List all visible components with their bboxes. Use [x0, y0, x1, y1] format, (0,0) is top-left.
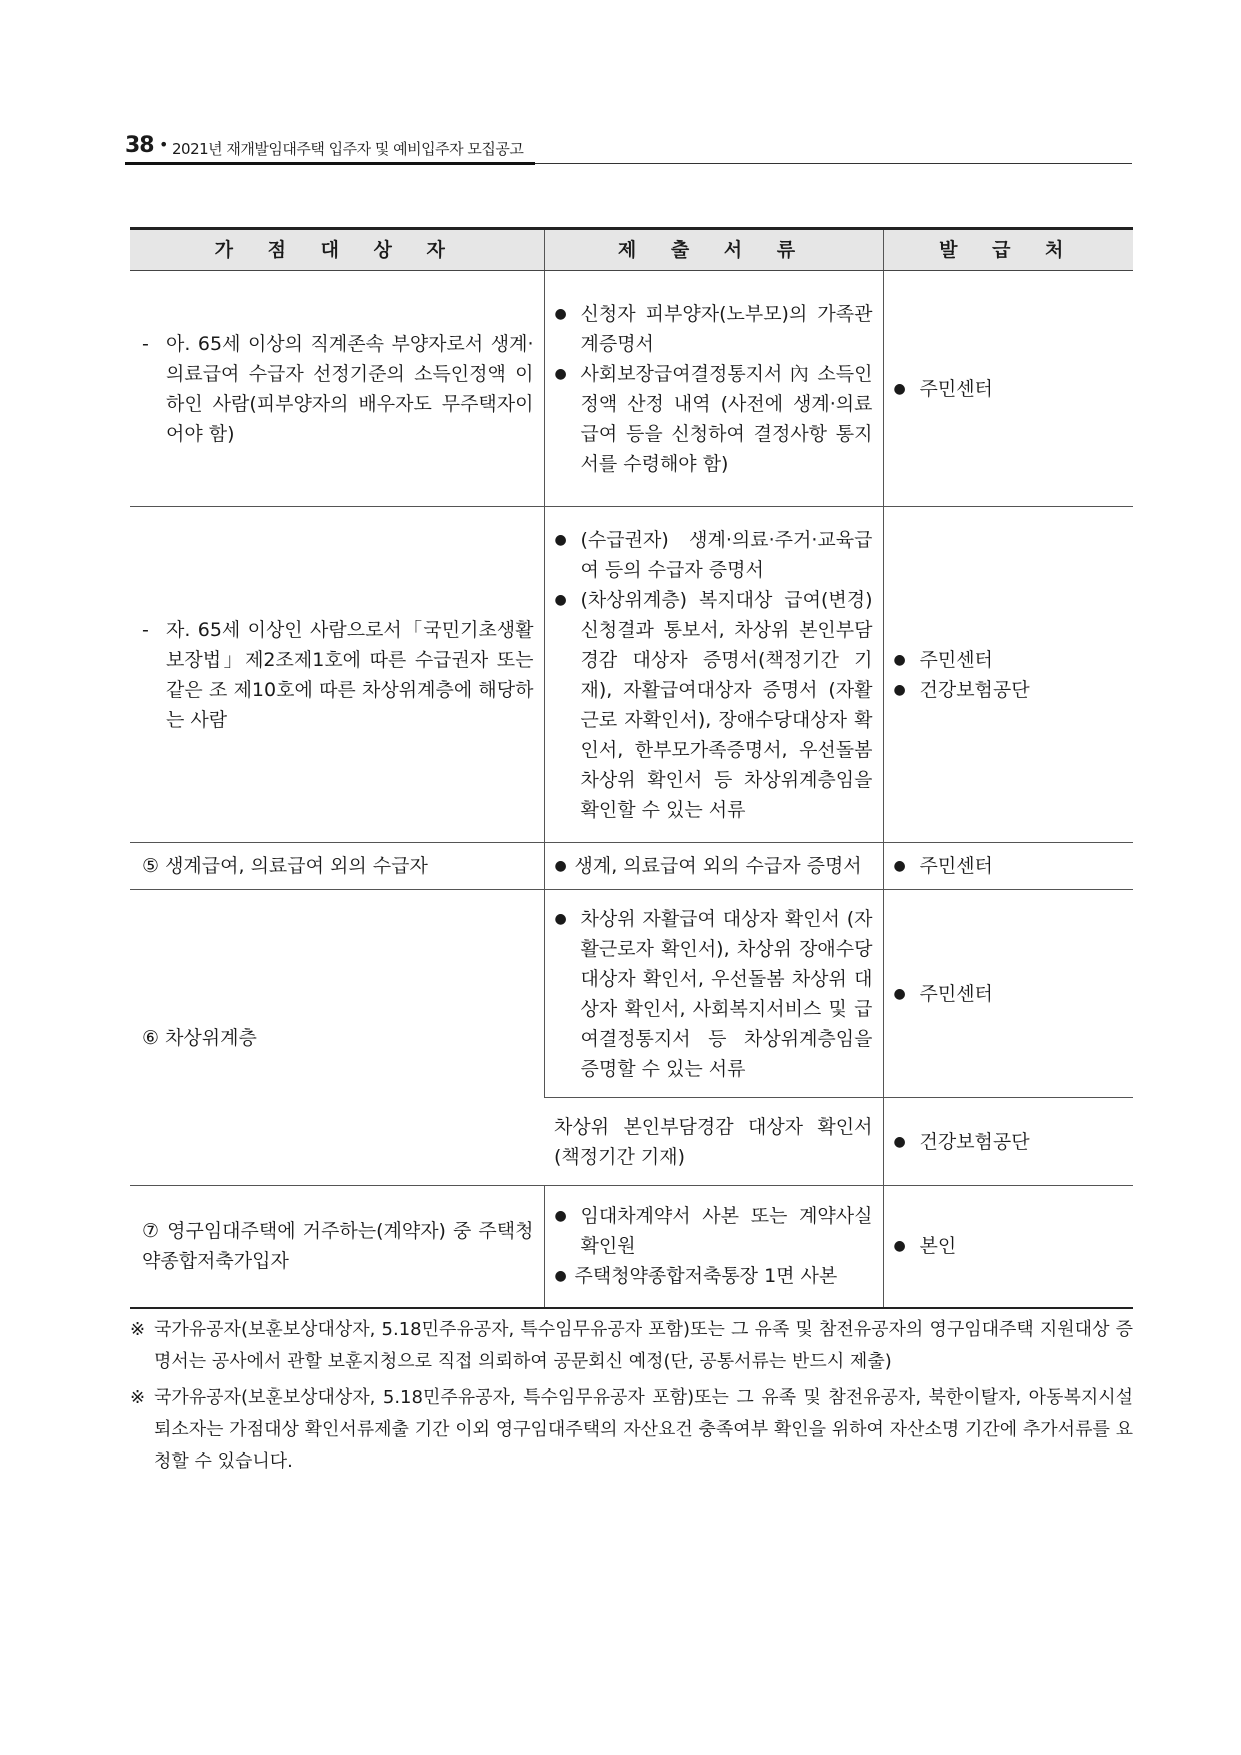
list-item: ● 주택청약종합저축통장 1면 사본	[555, 1261, 873, 1291]
list-item: ● 건강보험공단	[894, 675, 1124, 705]
table-row	[130, 843, 1133, 890]
bullet-icon: ●	[554, 1268, 567, 1285]
bullet-icon: ●	[554, 910, 567, 927]
issuer-cell	[883, 271, 1133, 507]
note-mark: ※	[130, 1319, 146, 1340]
bullet-icon: ●	[893, 985, 906, 1002]
table-row	[130, 890, 1133, 1098]
page-header	[125, 133, 1132, 164]
bullet-icon: ●	[893, 651, 906, 668]
bonus-points-table	[130, 227, 1133, 1309]
table-row	[130, 1186, 1133, 1308]
documents-cell	[544, 1098, 883, 1186]
documents-cell	[544, 507, 883, 843]
target-cell	[130, 890, 544, 1186]
bullet-icon: ●	[554, 858, 567, 874]
list-item: ● 신청자 피부양자(노부모)의 가족관계증명서	[555, 299, 873, 359]
bullet-icon: ●	[893, 681, 906, 698]
bullet-icon: ●	[554, 1208, 567, 1225]
target-text: ⑦ 영구임대주택에 거주하는(계약자) 중 주택청약종합저축가입자	[142, 1220, 534, 1273]
list-item: ● 주민센터	[894, 851, 1124, 881]
documents-cell	[544, 271, 883, 507]
list-item: ● 본인	[894, 1231, 1124, 1261]
header-documents: 제 출 서 류	[544, 229, 883, 271]
header-issuer: 발 급 처	[883, 229, 1133, 271]
footnote	[130, 1382, 1133, 1478]
header-underline	[125, 162, 535, 165]
list-item: ● 주민센터	[894, 645, 1124, 675]
target-text: ⑤ 생계급여, 의료급여 외의 수급자	[142, 855, 428, 877]
target-cell	[130, 843, 544, 890]
footnote	[130, 1314, 1133, 1378]
document-text: 차상위 본인부담경감 대상자 확인서 (책정기간 기재)	[554, 1115, 873, 1168]
list-item: ● (수급권자) 생계·의료·주거·교육급여 등의 수급자 증명서	[555, 525, 873, 585]
bullet-icon: ●	[554, 531, 567, 548]
list-item: ● (차상위계층) 복지대상 급여(변경) 신청결과 통보서, 차상위 본인부담 경감 대상자 증명서(책정기간 기재), 자활급여대상자 증명서 (자활근로 자확인서), 장애수당대상자 확인서, 한부모가족증명서, 우선돌봄 차상위 확인서 등 차상위계층임을 확인할 수 있는 서류	[555, 585, 873, 825]
list-item: ● 생계, 의료급여 외의 수급자 증명서	[555, 851, 873, 881]
target-cell	[130, 1186, 544, 1308]
bullet-icon: ●	[893, 858, 906, 874]
issuer-cell	[883, 890, 1133, 1098]
issuer-cell	[883, 843, 1133, 890]
target-text: 아. 65세 이상의 직계존속 부양자로서 생계·의료급여 수급자 선정기준의 소득인정액 이하인 사람(피부양자의 배우자도 무주택자이어야 함)	[166, 332, 534, 445]
document-title: 2021년 재개발임대주택 입주자 및 예비입주자 모집공고	[172, 140, 524, 158]
note-text: 국가유공자(보훈보상대상자, 5.18민주유공자, 특수임무유공자 포함)또는 그 유족 및 참전유공자, 북한이탈자, 아동복지시설 퇴소자는 가점대상 확인서류제출 기간 이외 영구임대주택의 자산요건 충족여부 확인을 위하여 자산소명 기간에 추가서류를 요청할 수 있습니다.	[154, 1387, 1133, 1472]
issuer-cell	[883, 1186, 1133, 1308]
issuer-cell	[883, 1098, 1133, 1186]
dash-mark: -	[142, 332, 149, 355]
target-text: 자. 65세 이상인 사람으로서「국민기초생활보장법」제2조제1호에 따른 수급권자 또는 같은 조 제10호에 따른 차상위계층에 해당하는 사람	[166, 618, 534, 731]
issuer-cell	[883, 507, 1133, 843]
page-number: 38	[125, 133, 154, 158]
bullet-icon: ●	[554, 305, 567, 322]
footnotes	[130, 1314, 1133, 1482]
documents-cell	[544, 890, 883, 1098]
bullet-icon: ●	[554, 365, 567, 382]
target-cell	[130, 271, 544, 507]
list-item: ● 차상위 자활급여 대상자 확인서 (자활근로자 확인서), 차상위 장애수당 대상자 확인서, 우선돌봄 차상위 대상자 확인서, 사회복지서비스 및 급여결정통지서 등 차상위계층임을 증명할 수 있는 서류	[555, 904, 873, 1084]
documents-cell	[544, 1186, 883, 1308]
list-item: ● 사회보장급여결정통지서 內 소득인정액 산정 내역 (사전에 생계·의료급여 등을 신청하여 결정사항 통지서를 수령해야 함)	[555, 359, 873, 479]
list-item: ● 주민센터	[894, 979, 1124, 1009]
list-item: ● 건강보험공단	[894, 1127, 1124, 1157]
header-separator: •	[159, 135, 169, 154]
list-item: ● 임대차계약서 사본 또는 계약사실 확인원	[555, 1201, 873, 1261]
note-text: 국가유공자(보훈보상대상자, 5.18민주유공자, 특수임무유공자 포함)또는 그 유족 및 참전유공자의 영구임대주택 지원대상 증명서는 공사에서 관할 보훈지청으로 직접 의뢰하여 공문회신 예정(단, 공통서류는 반드시 제출)	[154, 1319, 1133, 1372]
table-header-row	[130, 229, 1133, 271]
header-target: 가 점 대 상 자	[130, 229, 544, 271]
table-row	[130, 271, 1133, 507]
list-item: ● 주민센터	[894, 374, 1124, 404]
table-row	[130, 507, 1133, 843]
note-mark: ※	[130, 1387, 146, 1408]
bullet-icon: ●	[554, 591, 567, 608]
dash-mark: -	[142, 618, 149, 641]
bullet-icon: ●	[893, 1238, 906, 1255]
target-text: ⑥ 차상위계층	[142, 1026, 257, 1049]
bullet-icon: ●	[893, 1133, 906, 1150]
bullet-icon: ●	[893, 380, 906, 397]
documents-cell	[544, 843, 883, 890]
target-cell	[130, 507, 544, 843]
